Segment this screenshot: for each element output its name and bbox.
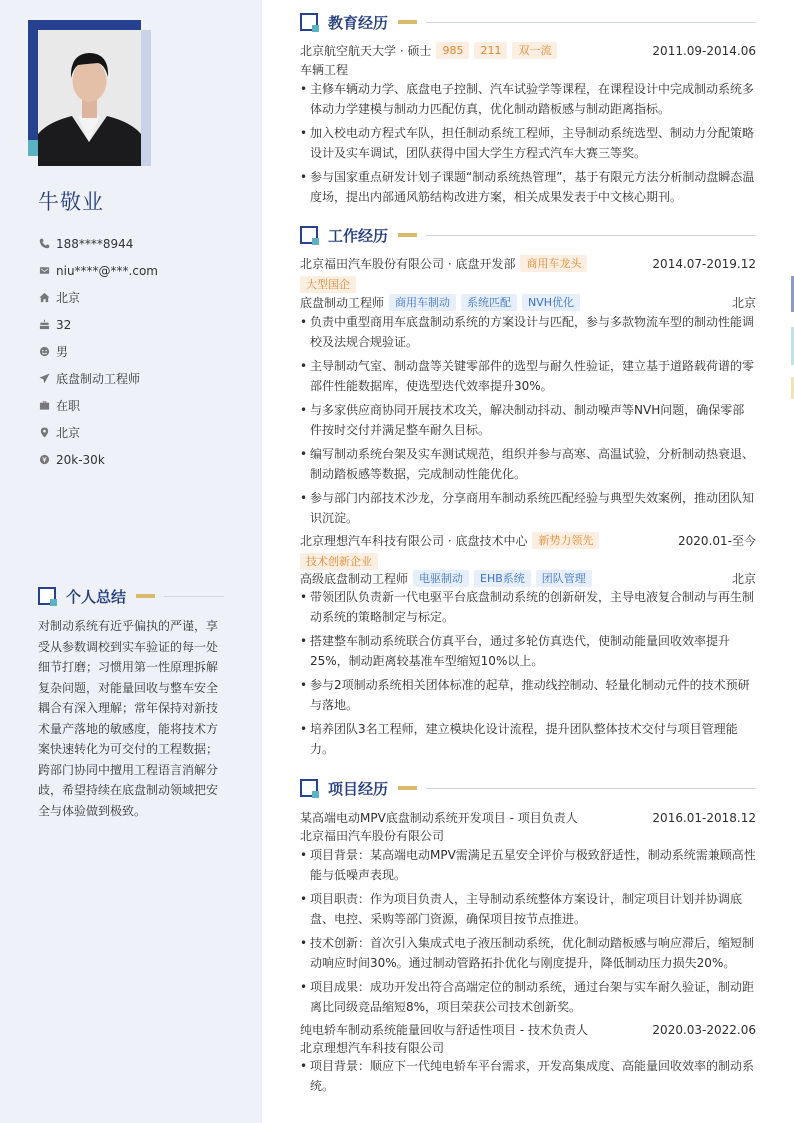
email-text: niu****@***.com [56,263,158,278]
gender-icon [38,346,50,358]
job-company: 北京理想汽车科技有限公司 · 底盘技术中心 [300,534,528,548]
school-name: 北京航空航天大学 · 硕士 [300,44,432,58]
salary-text: 20k-30k [56,452,105,467]
list-item: • 项目职责：作为项目负责人，主导制动系统整体方案设计，制定项目计划并协调底盘、电控、采购等部门资源，确保项目按节点推进。 [300,889,756,929]
education-major-row [300,60,756,79]
location-icon [38,427,50,439]
education-header [300,12,756,32]
phone-icon [38,238,50,250]
info-status [38,392,158,419]
projects-title: 项目经历 [328,779,389,798]
send-icon [38,373,50,385]
salary-icon [38,454,50,466]
job-role: 高级底盘制动工程师 [300,572,409,586]
list-item: • 参与2项制动系统相关团体标准的起草，推动线控制动、轻量化制动元件的技术预研与落地。 [300,675,756,715]
summary-text: 对制动系统有近乎偏执的严谨，享受从参数调校到实车验证的每一处细节打磨；习惯用第一性原理拆解复杂问题，对能量回收与整车安全耦合有深入理解；常年保持对新技术量产落地的敏感度，能将技术方案快速转化为可交付的工程数据；跨部门协同中擅用工程语言消解分歧，希望持续在底盘制动领域把安全与体验做到极致。 [38,619,219,818]
info-age [38,311,158,338]
role-tag: 团队管理 [536,570,592,587]
project-name: 纯电轿车制动系统能量回收与舒适性项目 - 技术负责人 [300,1023,588,1037]
job-city: 北京 [731,296,756,310]
info-salary [38,446,158,473]
section-icon [300,226,318,244]
project-name: 某高端电动MPV底盘制动系统开发项目 - 项目负责人 [300,811,578,825]
email-icon [38,265,50,277]
section-divider [426,788,756,789]
list-item: • 主修车辆动力学、底盘电子控制、汽车试验学等课程，在课程设计中完成制动系统多体动力学建模与制动力匹配仿真，优化制动踏板感与制动距离指标。 [300,79,756,119]
info-position [38,365,158,392]
job-company-row [300,254,756,273]
summary-title: 个人总结 [66,587,127,606]
age-text: 32 [56,317,72,332]
section-accent-bar [398,20,417,24]
section-accent-bar [398,233,417,237]
section-divider [426,22,756,23]
candidate-name: 牛敬业 [38,190,104,214]
home-text: 北京 [56,291,81,305]
list-item: • 带领团队负责新一代电驱平台底盘制动系统的创新研发，主导电液复合制动与再生制动系统的策略制定与标定。 [300,587,756,627]
job-company-row [300,531,756,550]
position-text: 底盘制动工程师 [56,372,141,386]
section-divider [426,235,756,236]
company-tag: 大型国企 [300,276,356,293]
education-period: 2011.09-2014.06 [652,43,756,58]
status-text: 在职 [56,399,81,413]
list-item: • 参与国家重点研发计划子课题“制动系统热管理”，基于有限元方法分析制动盘瞬态温度场，提出内部通风筋结构改进方案，相关成果发表于中文核心期刊。 [300,167,756,207]
list-item: • 项目成果：成功开发出符合高端定位的制动系统，通过台架与实车耐久验证，制动距离比同级竞品缩短8%，项目荣获公司技术创新奖。 [300,977,756,1017]
list-item: • 编写制动系统台架及实车测试规范，组织并参与高寒、高温试验，分析制动热衰退、制动踏板感等数据，完成制动性能优化。 [300,444,756,484]
sidebar [0,0,262,1123]
list-item: • 搭建整车制动系统联合仿真平台，通过多轮仿真迭代，使制动能量回收效率提升25%，制动距离较基准车型缩短10%以上。 [300,631,756,671]
project-name-row [300,1020,756,1039]
school-tag: 985 [436,42,469,59]
education-bullets [300,79,756,207]
photo-frame [28,20,152,166]
project-company-row [300,1038,756,1057]
project-company-row [300,826,756,845]
section-accent-bar [398,786,417,790]
list-item: • 加入校电动方程式车队，担任制动系统工程师，主导制动系统选型、制动力分配策略设计及实车调试，团队获得中国大学生方程式汽车大赛三等奖。 [300,123,756,163]
role-tag: EHB系统 [474,570,531,587]
age-icon [38,319,50,331]
projects-header [300,778,756,798]
list-item: • 技术创新：首次引入集成式电子液压制动系统，优化制动踏板感与响应滞后，缩短制动响应时间30%。通过制动管路拓扑优化与刚度提升，降低制动压力损失20%。 [300,933,756,973]
info-gender [38,338,158,365]
job-role: 底盘制动工程师 [300,296,385,310]
education-title: 教育经历 [328,13,389,32]
home-icon [38,292,50,304]
project-bullets [300,1056,756,1096]
job-company: 北京福田汽车股份有限公司 · 底盘开发部 [300,257,516,271]
info-email [38,257,158,284]
gender-text: 男 [56,345,69,359]
section-icon [300,13,318,31]
list-item: • 参与部门内部技术沙龙，分享商用车制动系统匹配经验与典型失效案例，推动团队知识沉淀。 [300,488,756,528]
company-tag: 商用车龙头 [520,255,587,272]
education-major: 车辆工程 [300,63,349,77]
job-bullets [300,587,756,759]
job-company-tag-row [300,275,756,293]
list-item: • 负责中重型商用车底盘制动系统的方案设计与匹配，参与多款物流车型的制动性能调校及法规合规验证。 [300,312,756,352]
section-accent-bar [136,594,155,598]
project-period: 2020.03-2022.06 [652,1022,756,1037]
phone-text: 188****8944 [56,236,134,251]
role-tag: 系统匹配 [461,294,517,311]
briefcase-icon [38,400,50,412]
list-item: • 与多家供应商协同开展技术攻关，解决制动抖动、制动噪声等NVH问题，确保零部件按时交付并满足整车耐久目标。 [300,400,756,440]
school-tag: 双一流 [512,42,557,59]
job-city: 北京 [731,572,756,586]
school-tag: 211 [474,42,507,59]
section-divider [164,596,224,597]
project-name-row [300,808,756,827]
company-tag: 新势力领先 [532,532,599,549]
project-company: 北京福田汽车股份有限公司 [300,829,445,843]
project-company: 北京理想汽车科技有限公司 [300,1041,445,1055]
list-item: • 项目背景：顺应下一代纯电轿车平台需求，开发高集成度、高能量回收效率的制动系统。 [300,1056,756,1096]
education-school-row [300,41,756,60]
role-tag: 商用车制动 [389,294,456,311]
info-home [38,284,158,311]
job-bullets [300,312,756,528]
company-tag: 技术创新企业 [300,553,378,570]
section-icon [38,587,56,605]
role-tag: 电驱制动 [413,570,469,587]
list-item: • 培养团队3名工程师，建立模块化设计流程，提升团队整体技术交付与项目管理能力。 [300,719,756,759]
role-tag: NVH优化 [522,294,580,311]
job-period: 2014.07-2019.12 [652,256,756,271]
project-bullets [300,845,756,1017]
job-role-row [300,569,756,588]
list-item: • 主导制动气室、制动盘等关键零部件的选型与耐久性验证，建立基于道路载荷谱的零部件性能数据库，使选型迭代效率提升30%。 [300,356,756,396]
job-role-row [300,293,756,312]
contact-info-list [38,230,158,473]
work-header [300,225,756,245]
summary-header [38,585,224,607]
info-location [38,419,158,446]
work-title: 工作经历 [328,226,389,245]
avatar [38,30,141,166]
info-phone [38,230,158,257]
location-text: 北京 [56,426,81,440]
job-company-tag-row [300,552,756,570]
list-item: • 项目背景：某高端电动MPV需满足五星安全评价与极致舒适性，制动系统需兼顾高性能与低噪声表现。 [300,845,756,885]
job-period: 2020.01-至今 [678,534,756,548]
project-period: 2016.01-2018.12 [652,810,756,825]
section-icon [300,779,318,797]
